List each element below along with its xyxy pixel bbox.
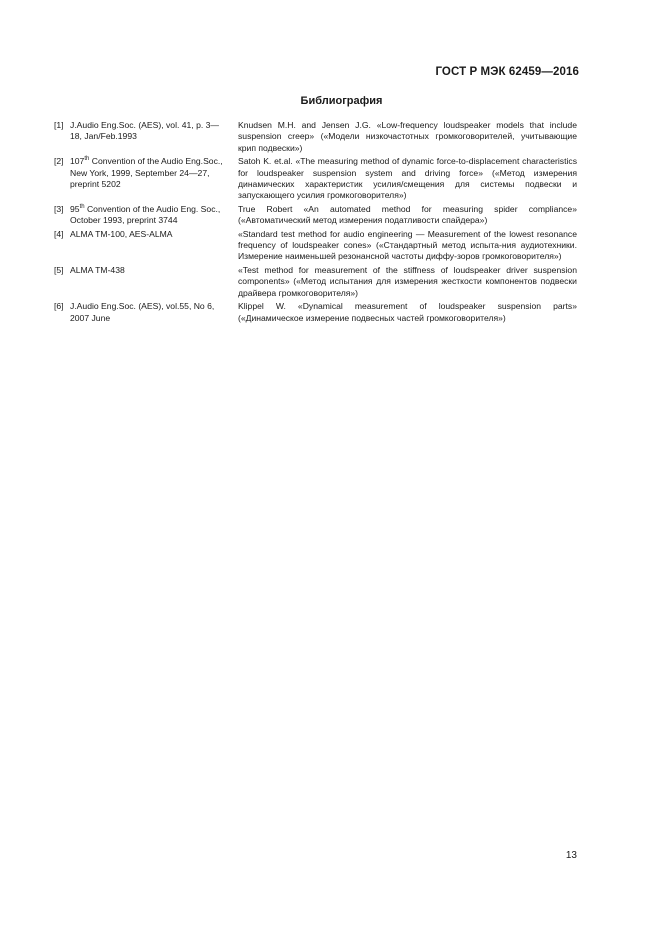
entry-number: [4] (54, 228, 64, 239)
bibliography-entry (54, 156, 577, 204)
entry-source: J.Audio Eng.Soc. (AES), vol. 41, p. 3—18, Jan/Feb.1993 (70, 120, 220, 142)
source-detail: Convention of the Audio Eng.Soc., New York, 1999, September 24—27, preprint 5202 (70, 156, 223, 190)
entry-source (70, 204, 238, 229)
source-ordinal-suffix: th (84, 156, 90, 163)
bibliography-table (54, 120, 577, 326)
entry-source (70, 156, 238, 204)
entry-source: J.Audio Eng.Soc. (AES), vol.55, No 6, 2007 June (70, 301, 215, 323)
bibliography-entry (54, 229, 577, 265)
entry-description: «Test method for measurement of the stiffness of loudspeaker driver suspension components» («Метод испытания для измерения жесткости компонентов подвески драйвера громкоговорителя») (238, 264, 577, 298)
bibliography-entry (54, 301, 577, 326)
entry-source: ALMA TM-100, AES-ALMA (70, 228, 173, 239)
entry-number: [1] (54, 120, 64, 130)
entry-number: [6] (54, 301, 64, 312)
entry-description: Satoh K. et.al. «The measuring method of dynamic force-to-displacement characteristics for loudspeaker suspension system and driving force» («Метод измерения динамических характеристик усилия/смещения для системы подвески и запускающего усилия громкоговорителя») (238, 156, 577, 201)
entry-description: Klippel W. «Dynamical measurement of loudspeaker suspension parts» («Динамическое измерение подвесных частей громкоговорителя») (238, 301, 577, 323)
source-detail: Convention of the Audio Eng. Soc., October 1993, preprint 3744 (70, 203, 221, 226)
source-ordinal-suffix: th (79, 203, 85, 210)
source-ordinal: 107 (70, 156, 85, 167)
bibliography-entry (54, 265, 577, 301)
page-number: 13 (565, 850, 577, 861)
source-ordinal: 95 (70, 203, 80, 214)
bibliography-title: Библиография (300, 95, 383, 107)
entry-description: «Standard test method for audio engineering — Measurement of the lowest resonance frequency of loudspeaker cones» («Стандартный метод испыта-ния аудиотехники. Измерение наименьшей резонансной частоты диффу-зоров громкоговорителя») (238, 228, 577, 262)
entry-source: ALMA TM-438 (70, 264, 125, 275)
entry-number: [5] (54, 264, 64, 275)
entry-description: Knudsen M.H. and Jensen J.G. «Low-frequency loudspeaker models that include suspension creep» («Модели низкочастотных громкоговорителей, учитывающие крип подвески») (238, 120, 577, 153)
entry-number: [3] (54, 203, 64, 214)
entry-number: [2] (54, 156, 64, 167)
standard-designation: ГОСТ Р МЭК 62459—2016 (435, 66, 579, 78)
entry-description: True Robert «An automated method for measuring spider compliance» («Автоматический метод измерения податливости спайдера») (238, 203, 577, 226)
bibliography-entry (54, 204, 577, 229)
bibliography-entry (54, 120, 577, 156)
